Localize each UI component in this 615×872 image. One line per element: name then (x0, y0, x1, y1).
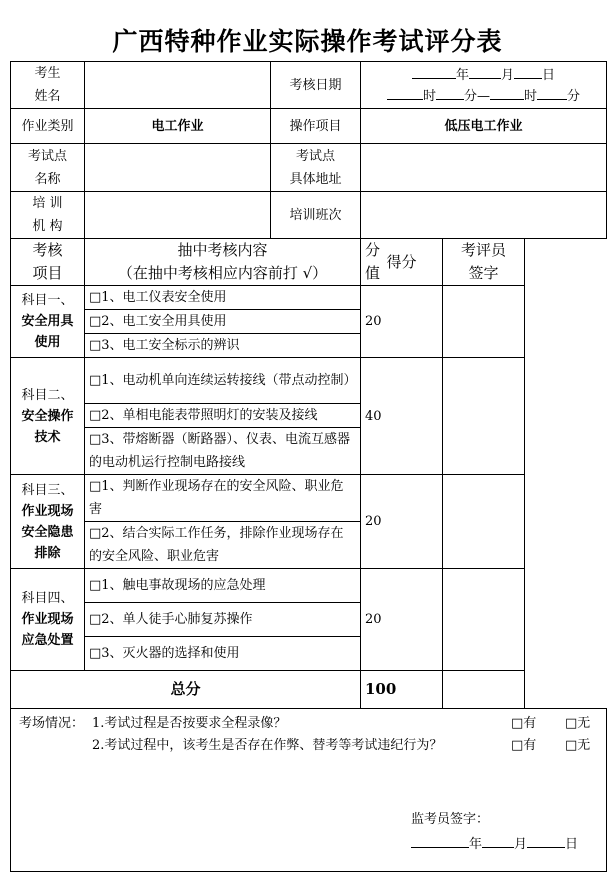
sign-date[interactable] (411, 833, 578, 856)
project-label: 操作项目 (271, 109, 361, 144)
total-label: 总分 (11, 671, 361, 709)
total-sign[interactable] (443, 671, 525, 709)
hour2-label: 时 (524, 89, 537, 104)
subject-3-option-2[interactable]: □2、结合实际工作任务，排除作业现场存在的安全风险、职业危害 (85, 522, 361, 569)
subject-3-title: 作业现场 安全隐患 排除 (21, 504, 73, 561)
subject-4-name (11, 569, 85, 671)
subject-1-option-1[interactable]: □1、电工仪表安全使用 (85, 286, 361, 310)
category-label: 作业类别 (11, 109, 85, 144)
day-label: 日 (542, 68, 555, 83)
subject-2-title: 安全操作 技术 (21, 409, 73, 445)
sign-year-label: 年 (469, 837, 482, 852)
situation-label: 考场情况： (19, 713, 84, 735)
project-value: 低压电工作业 (361, 109, 607, 144)
site-name-field[interactable] (85, 144, 271, 192)
invigilator-label: 监考员签字： (411, 809, 489, 831)
question-1: 1.考试过程是否按要求全程录像？ (92, 713, 286, 735)
subject-1-sign[interactable] (443, 286, 525, 358)
year-label: 年 (456, 68, 469, 83)
question-2-no[interactable]: □无 (565, 735, 590, 757)
header-examiner: 考评员 签字 (443, 239, 525, 286)
subject-1-option-3[interactable]: □3、电工安全标示的辨识 (85, 334, 361, 358)
subject-4-title: 作业现场 应急处置 (21, 612, 73, 648)
question-1-no[interactable]: □无 (565, 713, 590, 735)
sign-day-label: 日 (565, 837, 578, 852)
subject-3-name (11, 475, 85, 569)
subject-1-prefix: 科目一、 (21, 293, 73, 308)
subject-2-option-2[interactable]: □2、单相电能表带照明灯的安装及接线 (85, 404, 361, 428)
subject-3-option-1[interactable]: □1、判断作业现场存在的安全风险、职业危害 (85, 475, 361, 522)
minute2-label: 分 (567, 89, 580, 104)
site-address-label: 考试点 具体地址 (271, 144, 361, 192)
exam-date-field[interactable] (361, 62, 607, 109)
score-table (10, 61, 607, 872)
question-2-yes[interactable]: □有 (511, 735, 536, 757)
hour-label: 时 (423, 89, 436, 104)
exam-date-label: 考核日期 (271, 62, 361, 109)
subject-1-title: 安全用具 使用 (21, 314, 73, 350)
training-class-field[interactable] (361, 192, 607, 239)
candidate-name-field[interactable] (85, 62, 271, 109)
subject-4-sign[interactable] (443, 569, 525, 671)
month-label: 月 (501, 68, 514, 83)
site-address-field[interactable] (361, 144, 607, 192)
subject-2-name (11, 358, 85, 475)
sign-month-label: 月 (514, 837, 527, 852)
subject-1-option-2[interactable]: □2、电工安全用具使用 (85, 310, 361, 334)
subject-4-option-1[interactable]: □1、触电事故现场的应急处理 (85, 569, 361, 603)
category-value: 电工作业 (85, 109, 271, 144)
header-content: 抽中考核内容 （在抽中考核相应内容前打 √） (85, 239, 361, 286)
site-name-label: 考试点 名称 (11, 144, 85, 192)
minute-label: 分— (464, 89, 490, 104)
candidate-name-label: 考生 姓名 (11, 62, 85, 109)
page-title: 广西特种作业实际操作考试评分表 (0, 22, 615, 58)
header-got: 得分 (361, 239, 443, 286)
subject-4-prefix: 科目四、 (21, 591, 73, 606)
subject-1-name (11, 286, 85, 358)
subject-2-sign[interactable] (443, 358, 525, 475)
training-class-label: 培训班次 (271, 192, 361, 239)
training-org-label: 培 训 机 构 (11, 192, 85, 239)
question-2: 2.考试过程中，该考生是否存在作弊、替考等考试违纪行为？ (92, 735, 442, 757)
exam-situation (11, 709, 607, 872)
header-item: 考核 项目 (11, 239, 85, 286)
training-org-field[interactable] (85, 192, 271, 239)
subject-3-sign[interactable] (443, 475, 525, 569)
subject-2-option-1[interactable]: □1、电动机单向连续运转接线（带点动控制） (85, 358, 361, 404)
subject-3-prefix: 科目三、 (21, 483, 73, 498)
subject-2-option-3[interactable]: □3、带熔断器（断路器）、仪表、电流互感器的电动机运行控制电路接线 (85, 428, 361, 475)
subject-4-option-3[interactable]: □3、灭火器的选择和使用 (85, 637, 361, 671)
question-1-yes[interactable]: □有 (511, 713, 536, 735)
subject-2-prefix: 科目二、 (21, 388, 73, 403)
subject-4-option-2[interactable]: □2、单人徒手心肺复苏操作 (85, 603, 361, 637)
